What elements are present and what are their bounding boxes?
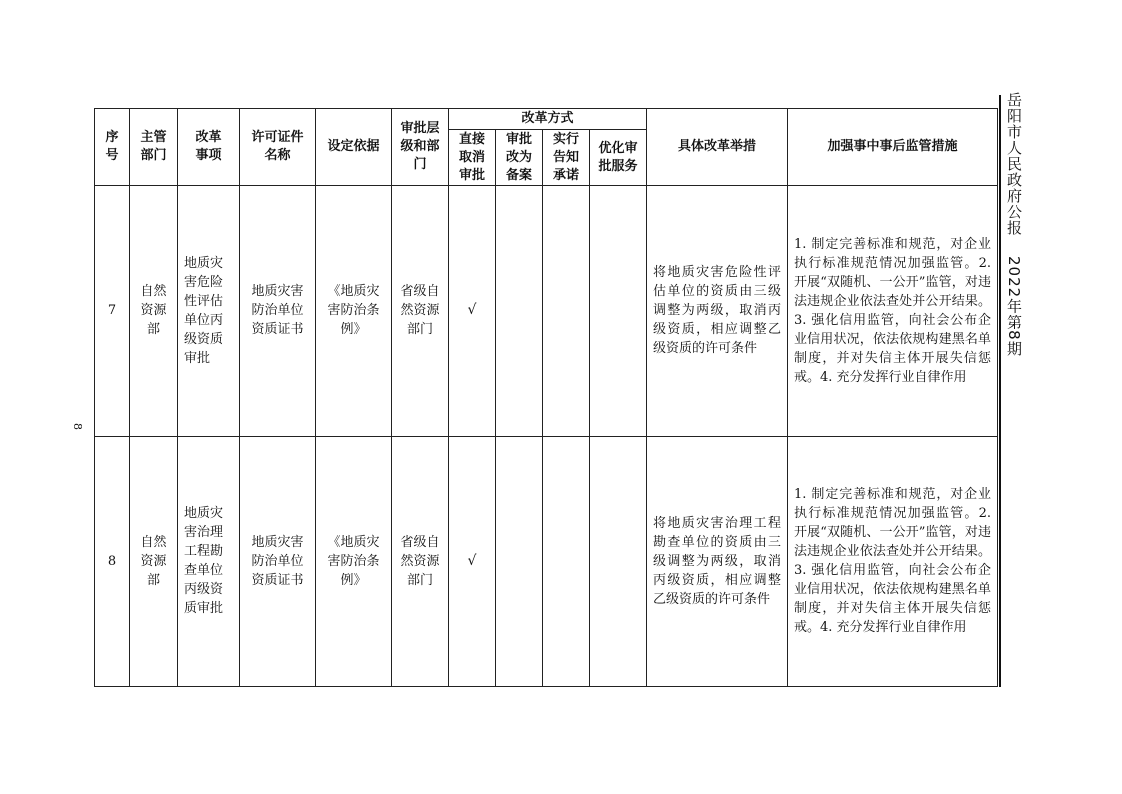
header-dept: 主管 部门 — [130, 109, 178, 186]
cell-supervision: 1. 制定完善标准和规范，对企业执行标准规范情况加强监管。2. 开展“双随机、一公开”监管，对违法违规企业依法查处并公开结果。3. 强化信用监管，向社会公布企业信用状况，依法依规构建黑名单制度，并对失信主体开展失信惩戒。4. 充分发挥行业自律作用 — [788, 436, 998, 687]
cell-seq: 7 — [95, 186, 130, 437]
page-number: 8 — [71, 423, 84, 430]
header-supervision: 加强事中事后监管措施 — [788, 109, 998, 186]
cell-mode-record — [496, 436, 543, 687]
header-mode-optimize: 优化审 批服务 — [590, 130, 647, 186]
cell-mode-notice — [543, 186, 590, 437]
header-mode-notice: 实行 告知 承诺 — [543, 130, 590, 186]
header-seq: 序 号 — [95, 109, 130, 186]
cell-license: 地质灾害 防治单位 资质证书 — [240, 186, 316, 437]
side-header-rule — [999, 95, 1001, 687]
header-level: 审批层 级和部 门 — [392, 109, 449, 186]
cell-level: 省级自 然资源 部门 — [392, 436, 449, 687]
cell-measures: 将地质灾害治理工程勘查单位的资质由三级调整为两级，取消丙级资质，相应调整乙级资质的许可条件 — [647, 436, 788, 687]
cell-seq: 8 — [95, 436, 130, 687]
header-item: 改革 事项 — [178, 109, 240, 186]
cell-mode-optimize — [590, 436, 647, 687]
cell-mode-record — [496, 186, 543, 437]
issue-label: 2022年第8期 — [1005, 255, 1023, 357]
header-mode-record: 审批 改为 备案 — [496, 130, 543, 186]
cell-basis: 《地质灾 害防治条 例》 — [316, 436, 392, 687]
cell-dept: 自然 资源 部 — [130, 436, 178, 687]
cell-basis: 《地质灾 害防治条 例》 — [316, 186, 392, 437]
publication-title: 岳阳市人民政府公报 — [1005, 92, 1023, 236]
cell-mode-optimize — [590, 186, 647, 437]
cell-level: 省级自 然资源 部门 — [392, 186, 449, 437]
header-measures: 具体改革举措 — [647, 109, 788, 186]
header-basis: 设定依据 — [316, 109, 392, 186]
side-header-title — [1003, 92, 1025, 371]
header-reform-mode: 改革方式 — [449, 109, 647, 130]
table-row — [95, 436, 998, 687]
cell-item: 地质灾 害危险 性评估 单位丙 级资质 审批 — [178, 186, 240, 437]
cell-license: 地质灾害 防治单位 资质证书 — [240, 436, 316, 687]
cell-mode-notice — [543, 436, 590, 687]
cell-item: 地质灾 害治理 工程勘 查单位 丙级资 质审批 — [178, 436, 240, 687]
header-license: 许可证件 名称 — [240, 109, 316, 186]
table-row — [95, 186, 998, 437]
reform-table — [94, 108, 998, 687]
cell-mode-cancel: √ — [449, 436, 496, 687]
cell-supervision: 1. 制定完善标准和规范，对企业执行标准规范情况加强监管。2. 开展“双随机、一公开”监管，对违法违规企业依法查处并公开结果。3. 强化信用监管，向社会公布企业信用状况，依法依规构建黑名单制度，并对失信主体开展失信惩戒。4. 充分发挥行业自律作用 — [788, 186, 998, 437]
header-row-1 — [95, 109, 998, 130]
cell-mode-cancel: √ — [449, 186, 496, 437]
header-mode-cancel: 直接 取消 审批 — [449, 130, 496, 186]
cell-measures: 将地质灾害危险性评估单位的资质由三级调整为两级，取消丙级资质，相应调整乙级资质的许可条件 — [647, 186, 788, 437]
cell-dept: 自然 资源 部 — [130, 186, 178, 437]
